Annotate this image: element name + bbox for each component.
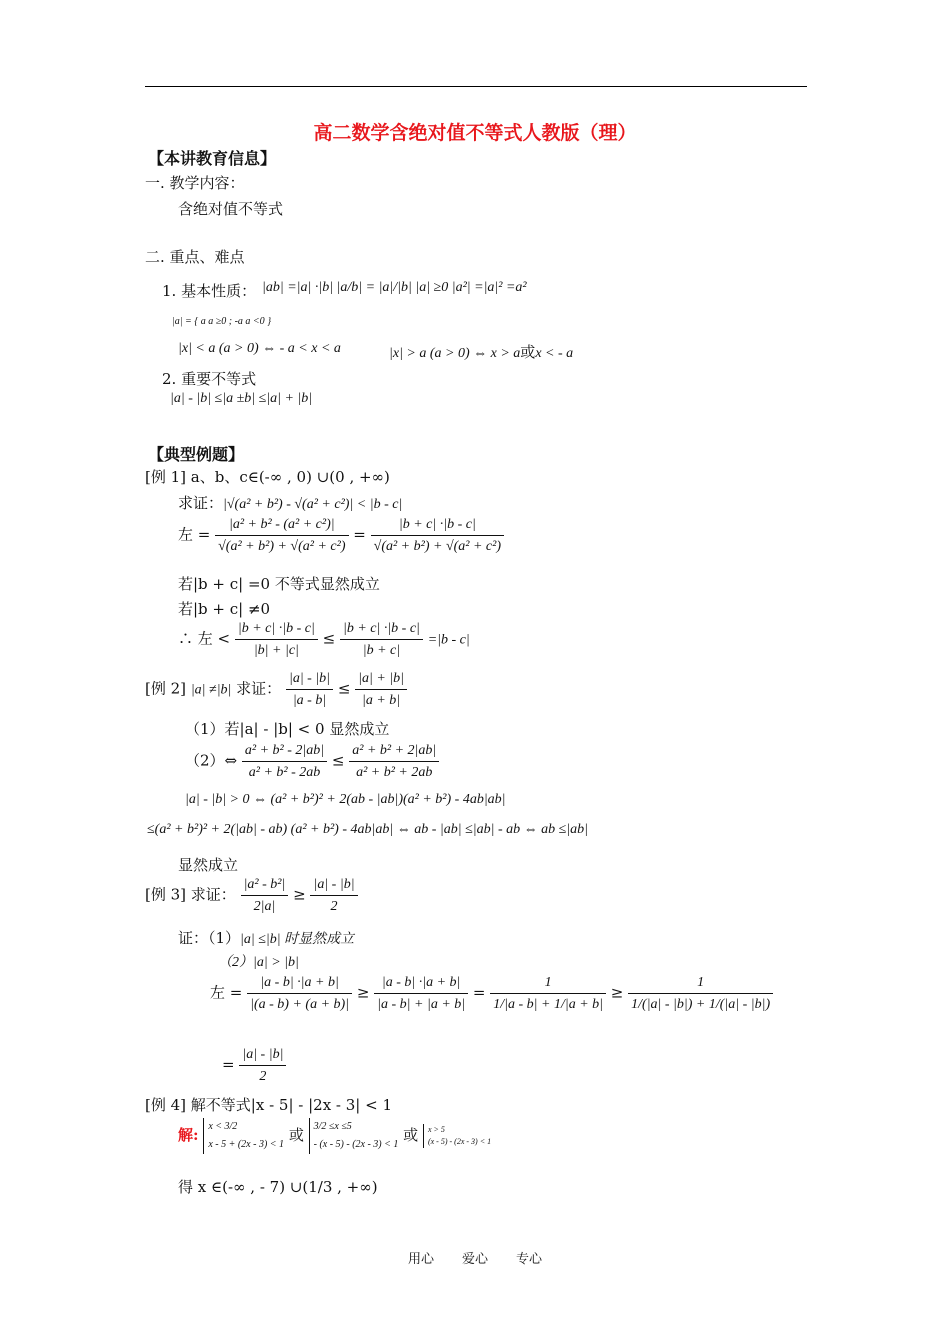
denominator: 2 xyxy=(259,1069,267,1084)
case-label: （2）⇔ xyxy=(185,751,238,770)
fraction xyxy=(286,668,333,711)
fraction xyxy=(628,972,773,1015)
equals-sign: = xyxy=(222,1055,235,1074)
abs-gt-formula: |x| > a (a > 0) ⇔ x > a xyxy=(389,346,521,361)
content-heading: 一. 教学内容： xyxy=(145,174,245,192)
numerator: 1 xyxy=(490,972,606,994)
numerator: |a| + |b| xyxy=(355,668,407,690)
prove-label: 求证： xyxy=(236,679,282,698)
fraction xyxy=(490,972,606,1015)
footer-item: 爱心 xyxy=(461,1252,488,1267)
or-word: 或 xyxy=(403,1126,419,1144)
fraction xyxy=(241,874,289,917)
header-rule xyxy=(145,86,807,87)
page-footer xyxy=(0,1248,950,1267)
example-4-solution xyxy=(178,1118,491,1154)
example-3-final xyxy=(222,1044,286,1087)
or-word: 或 xyxy=(288,1126,304,1144)
fraction xyxy=(340,618,423,661)
denominator: a² + b² - 2ab xyxy=(248,765,321,780)
denominator: a² + b² + 2ab xyxy=(356,765,433,780)
numerator: |b + c| ·|b - c| xyxy=(235,618,318,640)
important-ineq-heading: 2. 重要不等式 xyxy=(162,370,257,388)
numerator: |b + c| ·|b - c| xyxy=(371,514,504,536)
denominator: |(a - b) + (a + b)| xyxy=(250,997,350,1012)
therefore-left: ∴ 左 < xyxy=(178,629,231,648)
basic-props-label: 1. 基本性质： xyxy=(162,282,257,300)
examples-heading: 【典型例题】 xyxy=(148,445,245,464)
le-sign: ≤ xyxy=(337,679,351,698)
condition: |a| ≠|b| xyxy=(190,682,232,698)
case-system xyxy=(203,1118,284,1154)
system-line: (x - 5) - (2x - 3) < 1 xyxy=(427,1137,492,1146)
denominator: √(a² + b²) + √(a² + c²) xyxy=(373,539,502,554)
system-line: x - 5 + (2x - 3) < 1 xyxy=(208,1139,285,1150)
numerator: a² + b² + 2|ab| xyxy=(349,740,439,762)
numerator: |a² - b²| xyxy=(241,874,289,896)
numerator: |b + c| ·|b - c| xyxy=(340,618,423,640)
fraction xyxy=(371,514,504,557)
basic-props-formulas: |ab| =|a| ·|b| |a/b| = |a|/|b| |a| ≥0 |a²| =|a|² =a² xyxy=(262,280,527,295)
denominator: 2|a| xyxy=(253,899,276,914)
triangle-inequality: |a| - |b| ≤|a ±b| ≤|a| + |b| xyxy=(170,391,313,406)
system-line: x > 5 xyxy=(427,1125,445,1134)
example-1-statement: [例 1] a、b、c∈(-∞ , 0) ∪(0 , +∞) xyxy=(145,468,390,486)
system-line: - (x - 5) - (2x - 3) < 1 xyxy=(313,1139,399,1150)
denominator: |b| + |c| xyxy=(253,643,299,658)
le-sign: ≤ xyxy=(331,751,345,770)
example-4-statement: [例 4] 解不等式|x - 5| - |2x - 3| < 1 xyxy=(145,1096,393,1114)
denominator: |a - b| xyxy=(292,693,327,708)
proof-label: 证：（1） xyxy=(178,929,241,947)
example-1-prove xyxy=(178,492,402,513)
example-4-result: 得 x ∈(-∞ , - 7) ∪(1/3 , +∞) xyxy=(178,1178,378,1196)
abs-definition: |a| = { a a ≥0 ; -a a <0 } xyxy=(172,316,272,327)
fraction xyxy=(374,972,468,1015)
example-2-statement xyxy=(145,668,407,711)
equals-sign: = xyxy=(472,983,486,1002)
system-line: 3/2 ≤x ≤5 xyxy=(313,1121,352,1132)
numerator: a² + b² - 2|ab| xyxy=(242,740,327,762)
denominator: 2 xyxy=(330,899,338,914)
case-text: |a| ≤|b| 时显然成立 xyxy=(240,932,355,947)
prove-formula: |√(a² + b²) - √(a² + c²)| < |b - c| xyxy=(223,497,403,512)
le-sign: ≤ xyxy=(322,629,336,648)
fraction xyxy=(349,740,439,783)
example-3-case-1 xyxy=(178,927,354,948)
example-3-chain xyxy=(210,972,773,1015)
key-points-heading: 二. 重点、难点 xyxy=(145,248,245,266)
denominator: |b + c| xyxy=(362,643,401,658)
example-1-step-1 xyxy=(178,514,504,557)
example-1-case-2: 若|b + c| ≠0 xyxy=(178,600,271,618)
example-label: [例 2] xyxy=(145,679,187,698)
example-1-step-2 xyxy=(178,618,470,661)
fraction xyxy=(242,740,327,783)
numerator: |a| - |b| xyxy=(286,668,333,690)
example-2-case-1: （1）若|a| - |b| < 0 显然成立 xyxy=(185,720,390,738)
system-line: x < 3/2 xyxy=(208,1121,238,1132)
numerator: |a - b| ·|a + b| xyxy=(247,972,352,994)
denominator: 1/(|a| - |b|) + 1/(|a| - |b|) xyxy=(631,997,771,1012)
example-label: [例 3] 求证： xyxy=(145,885,236,904)
solution-label: 解: xyxy=(178,1126,199,1144)
example-2-case-2 xyxy=(185,740,439,783)
numerator: |a| - |b| xyxy=(310,874,357,896)
abs-gt-rule xyxy=(389,341,573,362)
denominator: |a - b| + |a + b| xyxy=(377,997,466,1012)
case-system xyxy=(423,1124,491,1148)
example-2-line-4: ≤(a² + b²)² + 2(|ab| - ab) (a² + b²) - 4ab|ab| ⇔ ab - |ab| ≤|ab| - ab ⇔ ab ≤|ab| xyxy=(147,822,588,837)
abs-lt-rule: |x| < a (a > 0) ⇔ - a < x < a xyxy=(178,341,341,356)
numerator: 1 xyxy=(628,972,773,994)
fraction xyxy=(355,668,407,711)
example-1-case-1: 若|b + c| =0 不等式显然成立 xyxy=(178,575,380,593)
ge-sign: ≥ xyxy=(293,885,306,904)
denominator: |a + b| xyxy=(362,693,401,708)
numerator: |a² + b² - (a² + c²)| xyxy=(215,514,348,536)
or-word: 或 xyxy=(520,343,536,361)
denominator: 1/|a - b| + 1/|a + b| xyxy=(493,997,603,1012)
fraction xyxy=(247,972,352,1015)
ge-sign: ≥ xyxy=(610,983,624,1002)
example-2-obvious: 显然成立 xyxy=(178,856,239,874)
fraction xyxy=(310,874,357,917)
left-side-label: 左 = xyxy=(178,525,211,544)
example-2-line-3: |a| - |b| > 0 ⇔ (a² + b²)² + 2(ab - |ab|)(a² + b²) - 4ab|ab| xyxy=(185,792,506,807)
footer-item: 用心 xyxy=(407,1252,434,1267)
example-3-statement xyxy=(145,874,358,917)
fraction xyxy=(235,618,318,661)
result: =|b - c| xyxy=(427,632,470,648)
equals-sign: = xyxy=(353,525,366,544)
fraction xyxy=(215,514,348,557)
section-info-heading: 【本讲教育信息】 xyxy=(148,149,277,168)
abs-gt-tail: x < - a xyxy=(535,346,574,361)
prove-label: 求证： xyxy=(178,494,224,512)
left-side-label: 左 = xyxy=(210,983,243,1002)
page-title: 高二数学含绝对值不等式人教版（理） xyxy=(313,122,637,144)
case-system xyxy=(309,1118,399,1154)
numerator: |a| - |b| xyxy=(239,1044,286,1066)
example-3-case-2: （2）|a| > |b| xyxy=(218,955,299,970)
ge-sign: ≥ xyxy=(356,983,370,1002)
numerator: |a - b| ·|a + b| xyxy=(374,972,468,994)
content-text: 含绝对值不等式 xyxy=(178,200,284,218)
fraction xyxy=(239,1044,286,1087)
denominator: √(a² + b²) + √(a² + c²) xyxy=(218,539,346,554)
footer-item: 专心 xyxy=(516,1252,543,1267)
